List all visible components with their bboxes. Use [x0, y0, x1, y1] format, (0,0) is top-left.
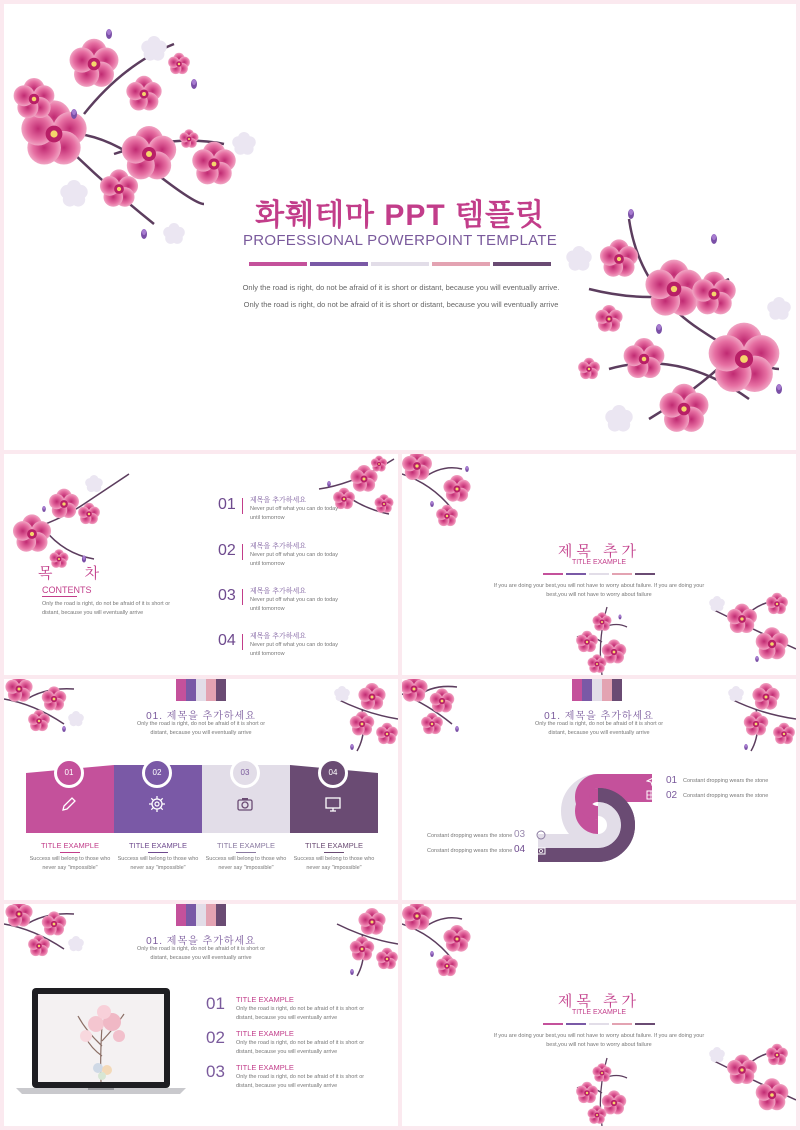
grid-icon — [646, 790, 656, 800]
color-swatch — [176, 679, 226, 701]
pipe-text: Constant dropping wears the stone — [427, 833, 513, 839]
pipe-diagram — [530, 773, 666, 863]
card-description: Success will belong to those who never say "impossible" — [29, 856, 111, 871]
flower-branch-left — [4, 464, 134, 574]
card-description: Success will belong to those who never say "impossible" — [117, 856, 199, 871]
pipe-num: 01 — [666, 775, 678, 786]
card-description: Success will belong to those who never say "impossible" — [205, 856, 287, 871]
color-bars — [402, 1023, 796, 1025]
card-number-badge: 03 — [230, 758, 260, 788]
cards-slide[interactable] — [4, 679, 398, 900]
section-slide[interactable] — [402, 454, 796, 675]
toc-underline — [42, 596, 77, 597]
card-title: TITLE EXAMPLE — [217, 841, 275, 850]
card-title: TITLE EXAMPLE — [41, 841, 99, 850]
laptop-mockup — [16, 986, 186, 1098]
card-number-badge: 02 — [142, 758, 172, 788]
toc-subtitle: CONTENTS — [42, 585, 92, 595]
color-swatch — [572, 679, 622, 701]
slide-heading: 01. 제목을 추가하세요 — [146, 711, 256, 722]
slide-heading: 01. 제목을 추가하세요 — [146, 936, 256, 947]
toc-item[interactable]: 04 제목을 추가하세요 Never put off what you can do today until tomorrow — [218, 632, 338, 657]
gear-icon — [148, 795, 166, 813]
color-swatch — [176, 904, 226, 926]
section-description: If you are doing your best,you will not have to worry about failure. If you are doing your best,you will not have to worry about failure — [493, 583, 705, 598]
cover-title: 화훼테마 PPT 템플릿 — [255, 199, 545, 232]
slide-description: Only the road is right, do not be afraid of it is short or distant, because you will eventually arrive — [136, 721, 266, 736]
flower-branch-bottom-center — [572, 602, 632, 675]
color-bars — [402, 573, 796, 575]
card-title: TITLE EXAMPLE — [305, 841, 363, 850]
card-number-badge: 01 — [54, 758, 84, 788]
laptop-slide[interactable]: 01. 제목을 추가하세요 Only the road is right, do not be afraid of it is short or distant, because you will eventually arrive 01 TITLE EXAMPLE Only the road is right, do not be afraid of it is short or distant, because you will eventually arrive 02 TITLE EXAMPLE Only the road is right, do not be afraid of it is short or distant, because you will eventually arrive 03 TITLE EXAMPLE Only the road is right, do not be afraid of it is short or distant, because you will eventually arrive — [4, 904, 398, 1126]
cover-description: Only the road is right, do not be afraid of it is short or distant, because you will eventually arrive. Only the road is right, do not be afraid of it is short or distant, because you will eventually arrive — [242, 283, 560, 309]
pipe-text: Constant dropping wears the stone — [683, 778, 769, 784]
card-number-badge: 04 — [318, 758, 348, 788]
pipe-num: 03 — [514, 829, 526, 840]
pipe-num: 02 — [666, 790, 678, 801]
section-subtitle: TITLE EXAMPLE — [571, 559, 627, 566]
flower-branch-top-left — [402, 454, 492, 529]
flower-branch-right — [702, 589, 796, 669]
toc-item[interactable]: 01 제목을 추가하세요 Never put off what you can do today until tomorrow — [218, 496, 338, 521]
slide-heading: 01. 제목을 추가하세요 — [544, 711, 654, 722]
pipe-slide[interactable] — [402, 679, 796, 900]
card-description: Success will belong to those who never say "impossible" — [293, 856, 375, 871]
toc-title: 목 차 — [38, 565, 114, 582]
flower-branch-bottom-center — [572, 1053, 632, 1126]
flower-branch-top-left — [402, 904, 492, 979]
toc-item[interactable]: 03 제목을 추가하세요 Never put off what you can do today until tomorrow — [218, 587, 338, 612]
toc-description: Only the road is right, do not be afraid of it is short or distant, because you will eventually arrive — [42, 601, 171, 616]
section-subtitle: TITLE EXAMPLE — [571, 1009, 627, 1016]
camera-icon — [236, 795, 254, 813]
toc-item[interactable]: 02 제목을 추가하세요 Never put off what you can do today until tomorrow — [218, 542, 338, 567]
toc-slide[interactable] — [4, 454, 398, 675]
section-description: If you are doing your best,you will not have to worry about failure. If you are doing your best,you will not have to worry about failure — [493, 1033, 705, 1048]
section-title: 제목 추가 — [557, 543, 641, 560]
monitor-icon — [324, 795, 342, 813]
pipe-text: Constant dropping wears the stone — [683, 793, 769, 799]
pipe-num: 04 — [514, 844, 526, 855]
slide-description: Only the road is right, do not be afraid of it is short or distant, because you will eventually arrive — [136, 946, 266, 961]
color-bars — [4, 262, 796, 266]
slide-description: Only the road is right, do not be afraid of it is short or distant, because you will eventually arrive — [534, 721, 664, 736]
cover-subtitle: PROFESSIONAL POWERPOINT TEMPLATE — [242, 232, 558, 249]
target-icon — [536, 830, 546, 840]
card-title: TITLE EXAMPLE — [129, 841, 187, 850]
section-slide[interactable] — [402, 904, 796, 1126]
camera-icon — [536, 845, 546, 855]
send-icon — [646, 776, 656, 786]
cover-slide[interactable] — [4, 4, 796, 450]
pipe-text: Constant dropping wears the stone — [427, 848, 513, 854]
pencil-icon — [60, 795, 78, 813]
section-title: 제목 추가 — [557, 993, 641, 1010]
flower-branch-right — [702, 1040, 796, 1120]
